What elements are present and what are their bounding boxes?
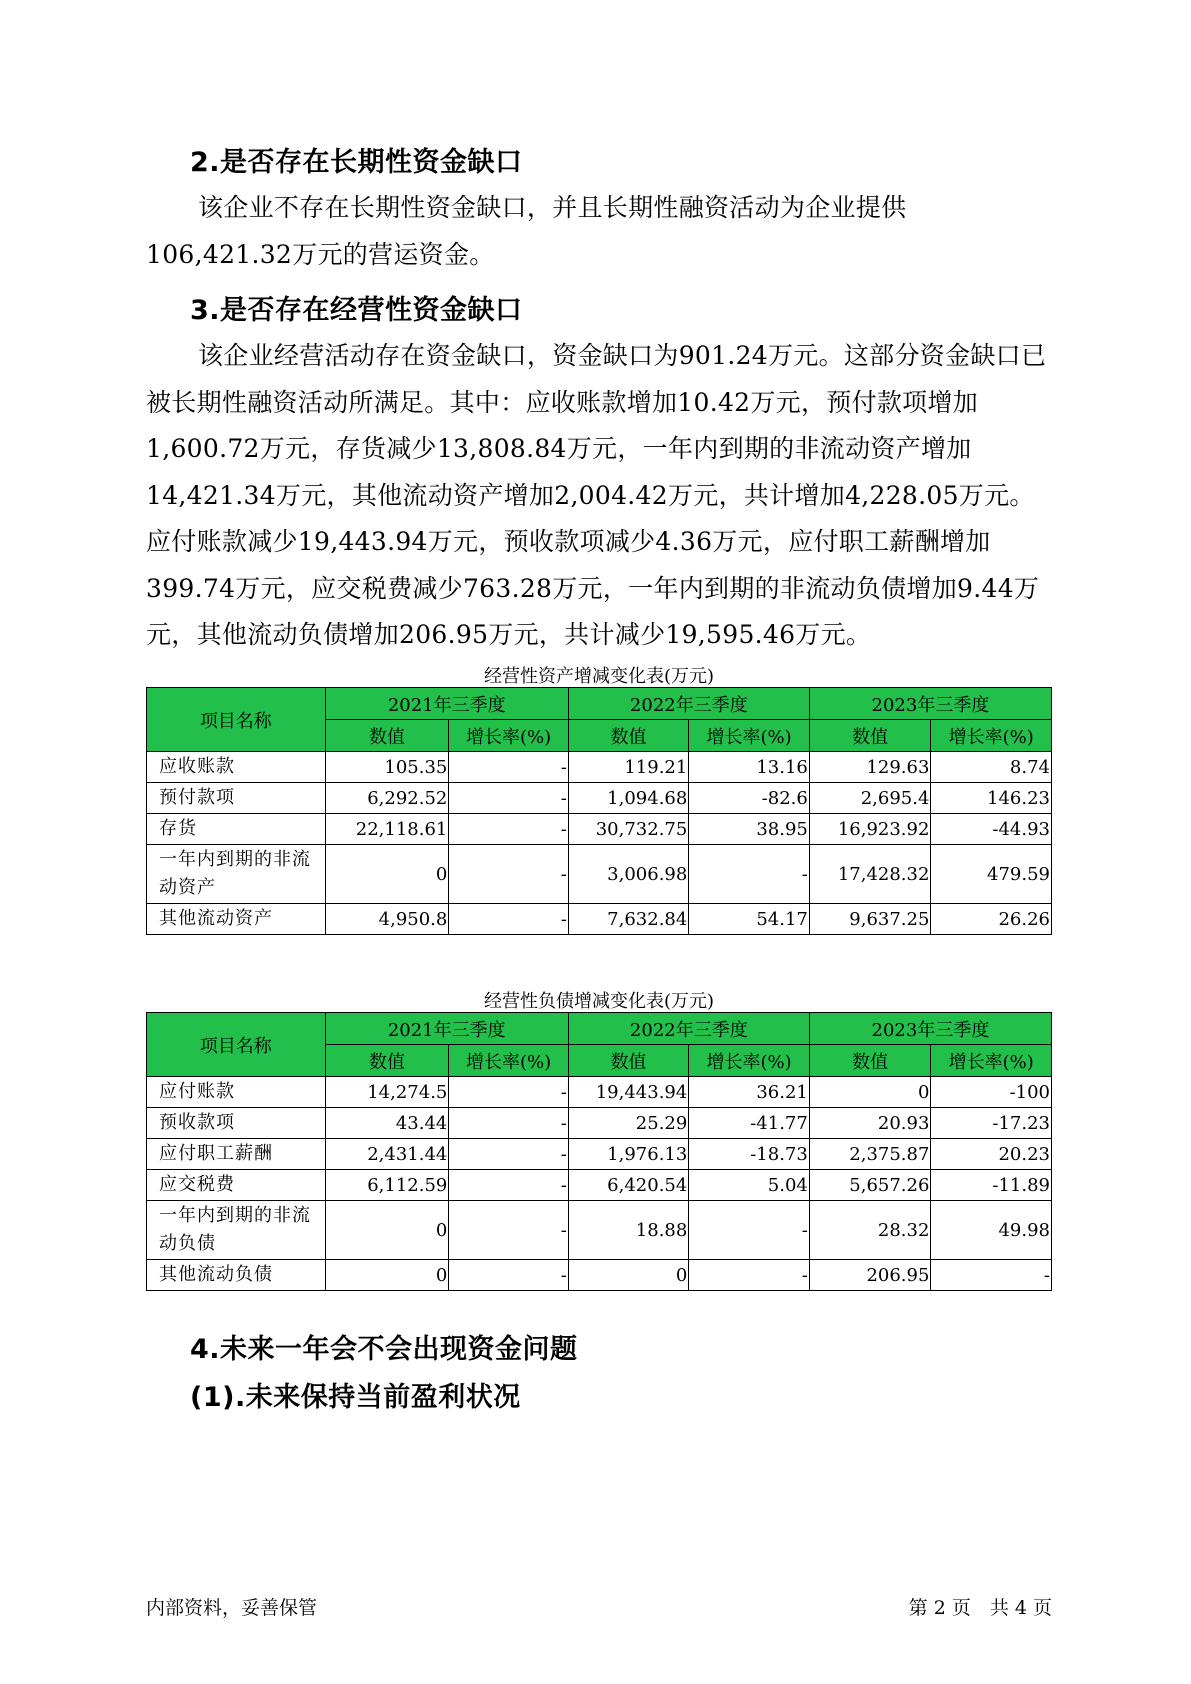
header-period: 2023年三季度 xyxy=(809,688,1051,720)
growth-cell: - xyxy=(689,1201,810,1260)
value-cell: 9,637.25 xyxy=(809,904,931,935)
value-cell: 16,923.92 xyxy=(809,814,931,845)
growth-cell: - xyxy=(449,845,568,904)
row-item-name: 应付账款 xyxy=(147,1077,326,1108)
growth-cell: 38.95 xyxy=(689,814,810,845)
header-growth: 增长率(%) xyxy=(931,1045,1052,1077)
value-cell: 22,118.61 xyxy=(325,814,449,845)
value-cell: 6,292.52 xyxy=(325,783,449,814)
row-item-name: 应交税费 xyxy=(147,1170,326,1201)
growth-cell: 8.74 xyxy=(931,752,1052,783)
value-cell: 5,657.26 xyxy=(809,1170,931,1201)
value-cell: 20.93 xyxy=(809,1108,931,1139)
table-row xyxy=(147,1170,1052,1201)
growth-cell: 479.59 xyxy=(931,845,1052,904)
table-row xyxy=(147,845,1052,904)
row-item-name: 其他流动负债 xyxy=(147,1260,326,1291)
value-cell: 2,695.4 xyxy=(809,783,931,814)
value-cell: 3,006.98 xyxy=(568,845,689,904)
header-growth: 增长率(%) xyxy=(449,1045,568,1077)
growth-cell: 54.17 xyxy=(689,904,810,935)
row-item-name: 其他流动资产 xyxy=(147,904,326,935)
value-cell: 0 xyxy=(568,1260,689,1291)
section-heading-4: 4.未来一年会不会出现资金问题 xyxy=(190,1334,578,1365)
row-item-name: 预付款项 xyxy=(147,783,326,814)
growth-cell: 49.98 xyxy=(931,1201,1052,1260)
growth-cell: - xyxy=(449,1201,568,1260)
growth-cell: - xyxy=(449,783,568,814)
value-cell: 0 xyxy=(809,1077,931,1108)
growth-cell: - xyxy=(449,752,568,783)
value-cell: 0 xyxy=(325,1260,449,1291)
value-cell: 6,112.59 xyxy=(325,1170,449,1201)
value-cell: 2,375.87 xyxy=(809,1139,931,1170)
growth-cell: - xyxy=(449,904,568,935)
value-cell: 7,632.84 xyxy=(568,904,689,935)
section-heading-2: 2.是否存在长期性资金缺口 xyxy=(190,147,523,178)
header-period: 2022年三季度 xyxy=(568,1013,809,1045)
growth-cell: - xyxy=(931,1260,1052,1291)
value-cell: 25.29 xyxy=(568,1108,689,1139)
header-growth: 增长率(%) xyxy=(931,720,1052,752)
table-row xyxy=(147,1108,1052,1139)
value-cell: 28.32 xyxy=(809,1201,931,1260)
growth-cell: - xyxy=(449,1139,568,1170)
header-period: 2022年三季度 xyxy=(568,688,809,720)
footer-page-number: 第 2 页 共 4 页 xyxy=(908,1597,1052,1619)
value-cell: 14,274.5 xyxy=(325,1077,449,1108)
growth-cell: -17.23 xyxy=(931,1108,1052,1139)
header-item-name: 项目名称 xyxy=(147,688,326,752)
liability-change-table xyxy=(146,1012,1052,1291)
header-item-name: 项目名称 xyxy=(147,1013,326,1077)
growth-cell: - xyxy=(449,1077,568,1108)
header-value: 数值 xyxy=(568,1045,689,1077)
value-cell: 0 xyxy=(325,1201,449,1260)
table-row xyxy=(147,904,1052,935)
section-3-paragraph: 该企业经营活动存在资金缺口，资金缺口为901.24万元。这部分资金缺口已被长期性融资活动所满足。其中：应收账款增加10.42万元，预付款项增加1,600.72万元，存货减少13,808.84万元，一年内到期的非流动资产增加14,421.34万元，其他流动资产增加2,004.42万元，共计增加4,228.05万元。应付账款减少19,443.94万元，预收款项减少4.36万元，应付职工薪酬增加399.74万元，应交税费减少763.28万元，一年内到期的非流动负债增加9.44万元，其他流动负债增加206.95万元，共计减少19,595.46万元。 xyxy=(146,341,1047,649)
value-cell: 43.44 xyxy=(325,1108,449,1139)
growth-cell: - xyxy=(449,814,568,845)
growth-cell: 26.26 xyxy=(931,904,1052,935)
value-cell: 206.95 xyxy=(809,1260,931,1291)
header-value: 数值 xyxy=(568,720,689,752)
growth-cell: -11.89 xyxy=(931,1170,1052,1201)
table-row xyxy=(147,1077,1052,1108)
header-value: 数值 xyxy=(325,1045,449,1077)
value-cell: 30,732.75 xyxy=(568,814,689,845)
growth-cell: -41.77 xyxy=(689,1108,810,1139)
header-growth: 增长率(%) xyxy=(689,720,810,752)
growth-cell: - xyxy=(449,1260,568,1291)
row-item-name: 一年内到期的非流动负债 xyxy=(147,1201,326,1260)
value-cell: 129.63 xyxy=(809,752,931,783)
liability-table-caption: 经营性负债增减变化表(万元) xyxy=(483,991,715,1012)
section-2-paragraph: 该企业不存在长期性资金缺口，并且长期性融资活动为企业提供106,421.32万元的营运资金。 xyxy=(146,193,907,269)
row-item-name: 应收账款 xyxy=(147,752,326,783)
growth-cell: 5.04 xyxy=(689,1170,810,1201)
growth-cell: -82.6 xyxy=(689,783,810,814)
footer-confidential-note: 内部资料，妥善保管 xyxy=(146,1597,318,1619)
asset-change-table xyxy=(146,687,1052,935)
growth-cell: -18.73 xyxy=(689,1139,810,1170)
header-period: 2023年三季度 xyxy=(809,1013,1051,1045)
growth-cell: - xyxy=(449,1108,568,1139)
growth-cell: - xyxy=(449,1170,568,1201)
table-row xyxy=(147,752,1052,783)
table-row xyxy=(147,814,1052,845)
row-item-name: 应付职工薪酬 xyxy=(147,1139,326,1170)
section-heading-3: 3.是否存在经营性资金缺口 xyxy=(190,295,523,326)
growth-cell: - xyxy=(689,845,810,904)
growth-cell: 20.23 xyxy=(931,1139,1052,1170)
table-row xyxy=(147,783,1052,814)
header-period: 2021年三季度 xyxy=(325,1013,568,1045)
header-value: 数值 xyxy=(809,1045,931,1077)
row-item-name: 一年内到期的非流动资产 xyxy=(147,845,326,904)
header-value: 数值 xyxy=(325,720,449,752)
growth-cell: - xyxy=(689,1260,810,1291)
header-growth: 增长率(%) xyxy=(449,720,568,752)
asset-table-caption: 经营性资产增减变化表(万元) xyxy=(483,666,715,687)
value-cell: 1,976.13 xyxy=(568,1139,689,1170)
growth-cell: 36.21 xyxy=(689,1077,810,1108)
header-growth: 增长率(%) xyxy=(689,1045,810,1077)
section-subheading-4-1: (1).未来保持当前盈利状况 xyxy=(190,1382,521,1413)
growth-cell: -100 xyxy=(931,1077,1052,1108)
value-cell: 18.88 xyxy=(568,1201,689,1260)
growth-cell: -44.93 xyxy=(931,814,1052,845)
row-item-name: 预收款项 xyxy=(147,1108,326,1139)
growth-cell: 13.16 xyxy=(689,752,810,783)
value-cell: 1,094.68 xyxy=(568,783,689,814)
header-period: 2021年三季度 xyxy=(325,688,568,720)
value-cell: 4,950.8 xyxy=(325,904,449,935)
value-cell: 17,428.32 xyxy=(809,845,931,904)
value-cell: 119.21 xyxy=(568,752,689,783)
value-cell: 105.35 xyxy=(325,752,449,783)
value-cell: 19,443.94 xyxy=(568,1077,689,1108)
row-item-name: 存货 xyxy=(147,814,326,845)
table-row xyxy=(147,1139,1052,1170)
value-cell: 6,420.54 xyxy=(568,1170,689,1201)
value-cell: 0 xyxy=(325,845,449,904)
table-row xyxy=(147,1260,1052,1291)
value-cell: 2,431.44 xyxy=(325,1139,449,1170)
table-row xyxy=(147,1201,1052,1260)
growth-cell: 146.23 xyxy=(931,783,1052,814)
header-value: 数值 xyxy=(809,720,931,752)
